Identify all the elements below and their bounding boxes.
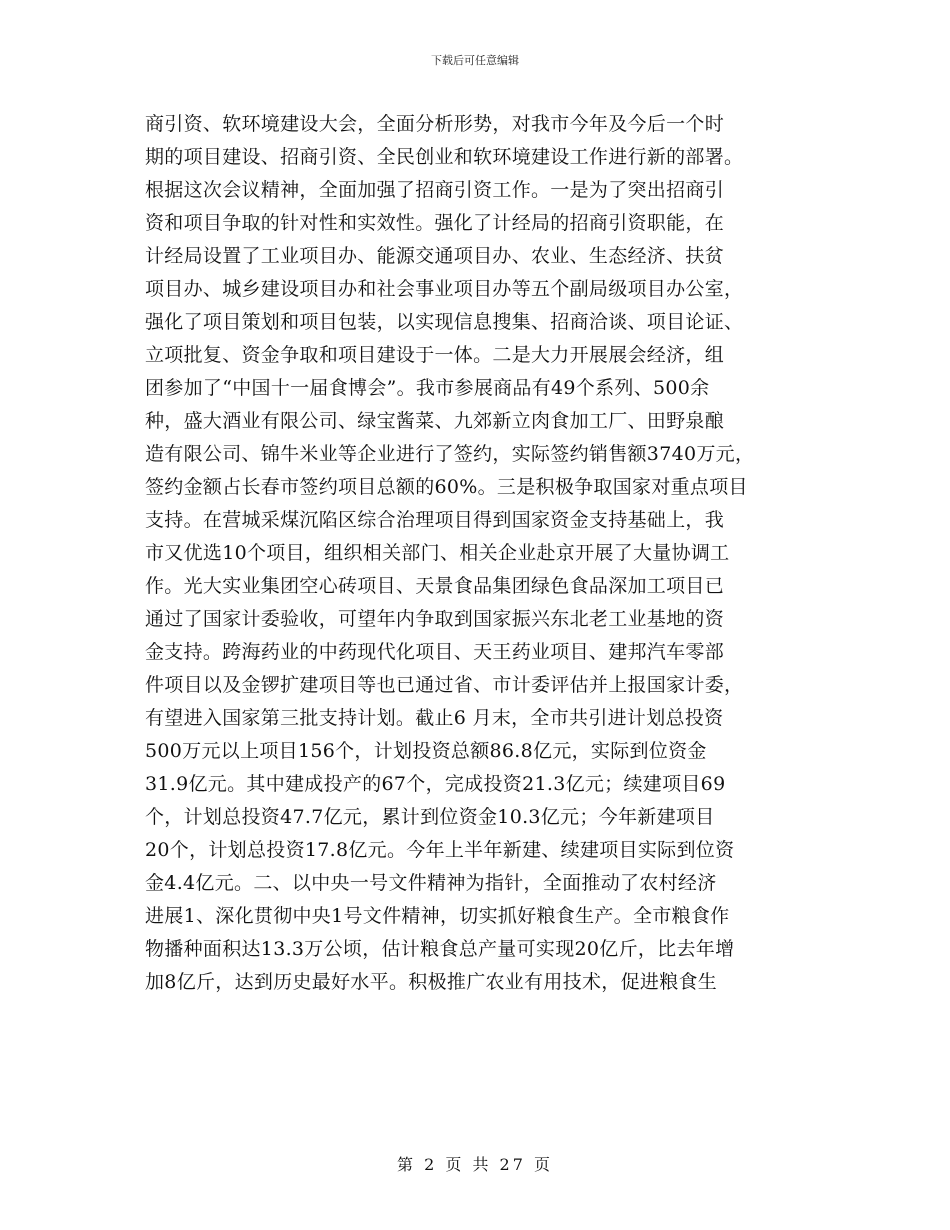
- text-line: 件项目以及金锣扩建项目等也已通过省、市计委评估并上报国家计委，: [145, 674, 744, 696]
- text-line: 有望进入国家第三批支持计划。截止6 月末，全市共引进计划总投资: [145, 707, 724, 729]
- text-line: 种，盛大酒业有限公司、绿宝酱菜、九郊新立肉食加工厂、田野泉酿: [145, 410, 725, 432]
- text-line: 市又优选10个项目，组织相关部门、相关企业赴京开展了大量协调工: [145, 542, 730, 564]
- text-line: 进展1、深化贯彻中央1号文件精神，切实抓好粮食生产。全市粮食作: [145, 905, 730, 927]
- text-line: 物播种面积达13.3万公顷，估计粮食总产量可实现20亿斤，比去年增: [145, 938, 735, 960]
- text-line: 支持。在营城采煤沉陷区综合治理项目得到国家资金支持基础上，我: [145, 509, 725, 531]
- text-line: 团参加了“中国十一届食博会”。我市参展商品有49个系列、500余: [145, 377, 710, 399]
- page-header: 下载后可任意编辑: [431, 54, 519, 67]
- text-line: 资和项目争取的针对性和实效性。强化了计经局的招商引资职能，在: [145, 212, 725, 234]
- page-footer: 第 2 页 共 27 页: [397, 1155, 553, 1174]
- text-line: 根据这次会议精神，全面加强了招商引资工作。一是为了突出招商引: [145, 179, 725, 201]
- text-line: 计经局设置了工业项目办、能源交通项目办、农业、生态经济、扶贫: [145, 245, 725, 267]
- text-line: 通过了国家计委验收，可望年内争取到国家振兴东北老工业基地的资: [145, 608, 725, 630]
- text-line: 商引资、软环境建设大会，全面分析形势，对我市今年及今后一个时: [145, 113, 725, 135]
- text-line: 20个，计划总投资17.8亿元。今年上半年新建、续建项目实际到位资: [145, 839, 735, 861]
- text-line: 签约金额占长春市签约项目总额的60%。三是积极争取国家对重点项目: [145, 476, 748, 498]
- document-body: [145, 108, 810, 999]
- text-line: 强化了项目策划和项目包装，以实现信息搜集、招商洽谈、项目论证、: [145, 311, 744, 333]
- text-line: 项目办、城乡建设项目办和社会事业项目办等五个副局级项目办公室，: [145, 278, 744, 300]
- text-line: 31.9亿元。其中建成投产的67个，完成投资21.3亿元；续建项目69: [145, 773, 726, 795]
- text-line: 500万元以上项目156个，计划投资总额86.8亿元，实际到位资金: [145, 740, 707, 762]
- text-line: 加8亿斤，达到历史最好水平。积极推广农业有用技术，促进粮食生: [145, 971, 718, 993]
- text-line: 作。光大实业集团空心砖项目、天景食品集团绿色食品深加工项目已: [145, 575, 725, 597]
- text-line: 金4.4亿元。二、以中央一号文件精神为指针，全面推动了农村经济: [145, 872, 717, 894]
- text-line: 造有限公司、锦牛米业等企业进行了签约，实际签约销售额3740万元，: [145, 443, 755, 465]
- text-line: 期的项目建设、招商引资、全民创业和软环境建设工作进行新的部署。: [145, 146, 744, 168]
- text-line: 个，计划总投资47.7亿元，累计到位资金10.3亿元；今年新建项目: [145, 806, 715, 828]
- text-line: 立项批复、资金争取和项目建设于一体。二是大力开展展会经济，组: [145, 344, 725, 366]
- text-line: 金支持。跨海药业的中药现代化项目、天王药业项目、建邦汽车零部: [145, 641, 725, 663]
